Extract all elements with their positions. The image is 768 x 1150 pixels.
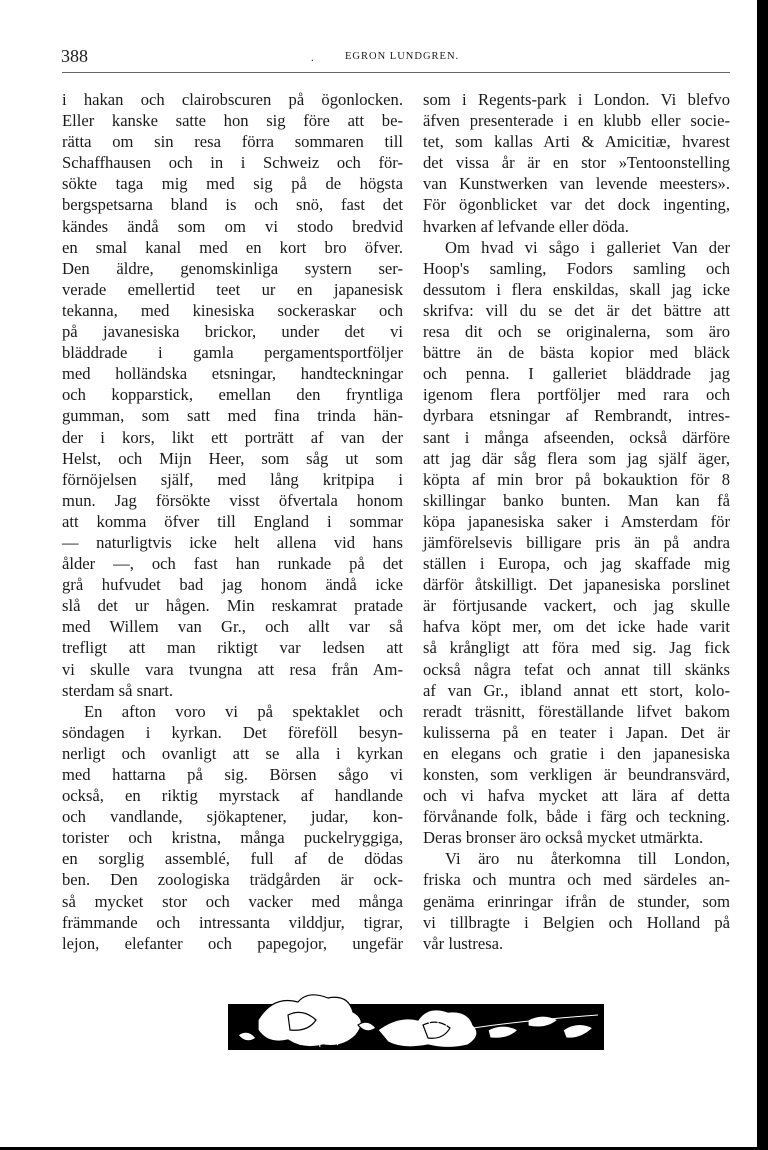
text-line: genäma erinringar ifrån de stunder, som	[423, 891, 730, 911]
text-line: bättre än de bästa kopior med bläck	[423, 343, 730, 363]
text-line: verade emellertid teet ur en japanesisk	[62, 279, 403, 299]
text-line: köpa japanesiska saker i Amsterdam för	[423, 511, 730, 531]
text-line: är förtjusande vackert, och jag skulle	[423, 596, 730, 616]
text-line: skrifva: vill du se det är det bättre att	[423, 300, 730, 320]
text-line: Helst, och Mijn Heer, som såg ut som	[62, 448, 403, 468]
text-line: förvånande folk, både i färg och teckning.	[423, 807, 730, 827]
text-line: En afton voro vi på spektaklet och	[84, 701, 403, 721]
text-column-left	[62, 89, 403, 954]
text-line: det vissa år är en stor »Tentoonstelling	[423, 153, 730, 173]
text-line: som i Regents-park i London. Vi blefvo	[423, 90, 730, 109]
text-line: med Willem van Gr., och allt var så	[62, 617, 403, 637]
text-line: rätta om sin resa förra sommaren till	[62, 132, 403, 152]
text-line: af van Gr., ibland annat ett stort, kolo-	[423, 680, 730, 700]
paragraph	[62, 701, 403, 954]
text-line: der i kors, likt ett porträtt af van der	[62, 427, 403, 447]
text-line: vi skulle vara tvungna att resa från Am-	[62, 659, 403, 679]
text-line: också några tefat och annat till skänks	[423, 659, 730, 679]
text-line: hafva köpt mer, om det icke hade varit	[423, 617, 730, 637]
header-separator: .	[311, 52, 314, 64]
text-line: i hakan och clairobscuren på ögonlocken.	[62, 90, 403, 109]
running-title: EGRON LUNDGREN.	[345, 51, 460, 62]
text-line: nerligt och ovanligt att se alla i kyrkan	[62, 743, 403, 763]
text-line: Schaffhausen och in i Schweiz och för-	[62, 153, 403, 173]
text-line: För ögonblicket var det dock ingenting,	[423, 195, 730, 215]
floral-ornament-vignette	[228, 990, 604, 1050]
page-number: 388	[61, 46, 88, 66]
text-line: främmande och intressanta vilddjur, tigrar,	[62, 912, 403, 932]
text-line: vi tillbragte i Belgien och Holland på	[423, 912, 730, 932]
text-line: därför åtskilligt. Det japanesiska porslinet	[423, 575, 730, 595]
text-line: dessutom i flera enskildas, skall jag icke	[423, 279, 730, 299]
text-line: förnöjelsen själf, med lång kritpipa i	[62, 469, 403, 489]
text-line: slå det ur hågen. Min reskamrat pratade	[62, 596, 403, 616]
text-line: tekanna, med kinesiska sockeraskar och	[62, 300, 403, 320]
text-line: kulisserna på en teater i Japan. Det är	[423, 722, 730, 742]
text-line: tet, som kallas Arti & Amicitiæ, hvarest	[423, 132, 730, 152]
text-line: ålder —, och fast han runkade på det	[62, 554, 403, 574]
text-line: också, en riktig myrstack af handlande	[62, 786, 403, 806]
text-column-right	[423, 89, 730, 954]
paragraph	[423, 89, 730, 237]
text-line: att jag där såg flera som jag själf äger,	[423, 448, 730, 468]
text-line: kändes ändå som om vi stodo bredvid	[62, 216, 403, 236]
text-line: jämförelsevis billigare pris än på andra	[423, 532, 730, 552]
text-line: sökte taga mig med sig på de högsta	[62, 174, 403, 194]
text-line: skillingar banko bunten. Man kan få	[423, 490, 730, 510]
scan-edge-right	[757, 0, 768, 1150]
text-line: lejon, elefanter och papegojor, ungefär	[62, 933, 403, 953]
text-line: hvarken af lefvande eller döda.	[423, 216, 629, 236]
paragraph	[62, 89, 403, 701]
text-line: friska och muntra och med särdeles an-	[423, 870, 730, 890]
text-line: en smal kanal med en kort bro öfver.	[62, 237, 403, 257]
text-line: torister och kristna, många puckelryggiga,	[62, 828, 403, 848]
text-line: Eller kanske satte hon sig före att be-	[62, 111, 403, 131]
header-rule	[62, 72, 730, 73]
text-line: ställen i Europa, och jag skaffade mig	[423, 554, 730, 574]
text-line: med holländska etsningar, handteckningar	[62, 364, 403, 384]
text-line: Deras bronser äro också mycket utmärkta.	[423, 828, 704, 848]
text-line: van Kunstwerken van levende meesters».	[423, 174, 730, 194]
text-line: vår lustresa.	[423, 933, 504, 953]
text-line: köpta af min bror på bokauktion för 8	[423, 469, 730, 489]
text-line: konsten, som verkligen är beundransvärd,	[423, 765, 730, 784]
text-line: och penna. I galleriet bläddrade jag	[423, 364, 730, 384]
text-line: så mycket stor och vacker med många	[62, 891, 403, 911]
text-line: Vi äro nu återkomna till London,	[445, 849, 730, 869]
text-line: gumman, som satt med fina trinda hän-	[62, 406, 403, 426]
text-line: söndagen i kyrkan. Det föreföll besyn-	[62, 722, 403, 742]
text-line: resa dit och se originalerna, som äro	[423, 322, 730, 342]
text-line: och vandlande, sjökaptener, judar, kon-	[62, 807, 403, 827]
text-line: Hoop's samling, Fodors samling och	[423, 258, 730, 278]
text-line: en sorglig assemblé, full af de dödas	[62, 849, 403, 869]
text-line: grå hufvudet bad jag honom ändå icke	[62, 575, 403, 595]
text-line: och vi hafva mycket att lära af detta	[423, 786, 730, 806]
text-line: en elegans och gratie i den japanesiska	[423, 743, 730, 763]
text-line: sant i många afseenden, också därföre	[423, 427, 730, 447]
text-line: så krångligt att föra med sig. Jag fick	[423, 638, 730, 658]
paragraph	[423, 237, 730, 849]
text-line: bläddrade i gamla pergamentsportföljer	[62, 343, 403, 363]
text-line: reradt träsnitt, föreställande lifvet bakom	[423, 701, 730, 721]
text-line: trefligt att man riktigt var ledsen att	[62, 638, 403, 658]
text-line: Den äldre, genomskinliga systern ser-	[62, 258, 403, 278]
text-line: — naturligtvis icke helt allena vid hans	[62, 532, 403, 552]
text-line: Om hvad vi sågo i galleriet Van der	[445, 237, 730, 257]
text-line: bergspetsarna bland is och snö, fast det	[62, 195, 403, 215]
text-line: med hattarna på sig. Börsen sågo vi	[62, 765, 403, 784]
paragraph	[423, 848, 730, 953]
text-line: igenom flera portföljer med rara och	[423, 385, 730, 405]
text-line: på javanesiska brickor, under det vi	[62, 322, 403, 342]
text-line: och kopparstick, emellan den fryntliga	[62, 385, 403, 405]
text-line: ben. Den zoologiska trädgården är ock-	[62, 870, 403, 890]
text-line: sterdam så snart.	[62, 680, 174, 700]
text-line: dyrbara etsningar af Rembrandt, intres-	[423, 406, 730, 426]
text-line: äfven presenterade i en klubb eller socie-	[423, 111, 730, 131]
text-line: att komma öfver till England i sommar	[62, 511, 403, 531]
text-line: mun. Jag försökte visst öfvertala honom	[62, 490, 403, 510]
